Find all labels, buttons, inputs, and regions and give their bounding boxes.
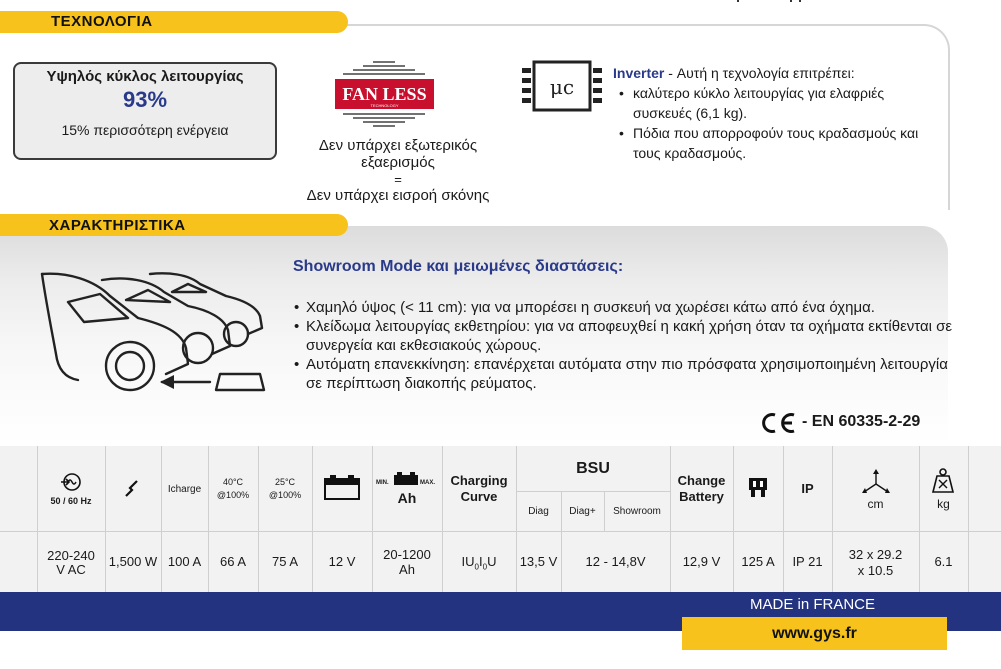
bsu-subheader-divider <box>516 491 670 492</box>
ah-value-1: 20-1200 <box>383 547 431 562</box>
fanless-line1: Δεν υπάρχει εξωτερικός <box>318 137 478 154</box>
charging-curve-header-1: Charging <box>450 473 508 488</box>
fanless-logo-text: FAN LESS <box>342 84 427 104</box>
fanless-equals: = <box>394 172 402 187</box>
icharge-header: Icharge <box>167 484 202 495</box>
made-in-france: MADE in FRANCE <box>750 596 876 613</box>
efficiency-subtitle: 15% περισσότερη ενέργεια <box>61 122 229 138</box>
features-title: ΧΑΡΑΚΤΗΡΙΣΤΙΚΑ <box>49 217 186 234</box>
showroom-bullet-2: • Κλείδωμα λειτουργίας εκθετηρίου: για να αποφευχθεί η κακή χρήση όταν τα οχήματα εκτίθενται σε συνεργεία και εκθεσιακούς χώρους. <box>294 317 954 355</box>
fanless-logo-subtext: TECHNOLOGY <box>370 103 399 108</box>
ah-min-label: MIN. <box>376 480 389 486</box>
col-line <box>919 446 920 592</box>
voltage-value-2: V AC <box>56 562 86 577</box>
technology-title: ΤΕΧΝΟΛΟΓΙΑ <box>51 13 153 30</box>
change-battery-header-1: Change <box>677 473 726 488</box>
battery-voltage-value: 12 V <box>328 554 356 569</box>
battery-icon <box>324 474 360 500</box>
cars-under-illustration <box>38 262 268 412</box>
cm-header: cm <box>867 497 884 511</box>
table-row-divider <box>0 531 1001 532</box>
ce-mark-icon <box>760 412 800 434</box>
freq-header: 50 / 60 Hz <box>50 496 92 506</box>
col-line <box>105 446 106 592</box>
diag-header: Diag <box>528 506 549 517</box>
bsu-range-value: 12 - 14,8V <box>585 554 646 569</box>
change-battery-header-2: Battery <box>679 489 724 504</box>
inverter-intro: - Αυτή η τεχνολογία επιτρέπει: <box>664 65 855 81</box>
dimensions-axes-icon <box>860 468 892 496</box>
curve-i: I <box>478 554 483 569</box>
curve-sub-2: 0 <box>482 562 488 572</box>
power-plug-icon <box>123 478 141 500</box>
col-line <box>733 446 734 592</box>
ip-value: IP 21 <box>792 554 823 569</box>
fuse-value: 125 A <box>741 554 775 569</box>
fanless-line3: Δεν υπάρχει εισροή σκόνης <box>306 187 490 204</box>
col-line <box>208 446 209 592</box>
icharge-value: 100 A <box>167 554 202 569</box>
fanless-logo <box>333 58 436 130</box>
curve-main: IU <box>461 554 475 569</box>
ah-max-label: MAX. <box>420 480 435 486</box>
ce-standard: - EN 60335-2-29 <box>802 413 921 430</box>
col-line <box>670 446 671 592</box>
battery-capacity-icon <box>393 472 419 486</box>
curve-sub-1: 0 <box>474 562 479 572</box>
temp25-header: 25°C <box>274 477 296 487</box>
curve-u: U <box>487 554 497 569</box>
inverter-description <box>613 63 943 163</box>
col-line <box>968 446 969 592</box>
diag-value: 13,5 V <box>519 554 558 569</box>
showroom-bullet-3: • Αυτόματη επανεκκίνηση: επανέρχεται αυτόματα στην πιο πρόσφατα χρησιμοποιημένη λειτουργία σε περίπτωση διακοπής ρεύματος. <box>294 355 954 393</box>
ah-header: Ah <box>397 490 417 506</box>
ah-value-2: Ah <box>399 562 415 577</box>
bsu-header: BSU <box>576 460 610 477</box>
weight-value: 6.1 <box>934 554 953 569</box>
power-value: 1,500 W <box>108 554 158 569</box>
charging-curve-header-2: Curve <box>460 489 498 504</box>
temp40-value: 66 A <box>219 554 247 569</box>
efficiency-box <box>13 62 277 160</box>
col-line <box>258 446 259 592</box>
temp25-duty-header: @100% <box>268 490 302 500</box>
col-line <box>783 446 784 592</box>
temp40-duty-header: @100% <box>216 490 250 500</box>
showroom-bullets <box>294 298 954 393</box>
temp25-value: 75 A <box>271 554 299 569</box>
showroom-bullet-1: • Χαμηλό ύψος (< 11 cm): για να μπορέσει η συσκευή να χωρέσει κάτω από ένα όχημα. <box>294 298 954 317</box>
sine-input-icon <box>61 472 83 492</box>
col-line <box>161 446 162 592</box>
ip-header: IP <box>801 481 814 496</box>
inverter-bullet-2: • Πόδια που απορροφούν τους κραδασμούς και τους κραδασμούς. <box>627 123 943 163</box>
weight-icon <box>931 468 955 494</box>
microcontroller-chip-icon <box>522 60 602 112</box>
col-line <box>312 446 313 592</box>
kg-header: kg <box>937 497 950 511</box>
efficiency-value: 93% <box>122 87 168 112</box>
change-battery-value: 12,9 V <box>682 554 721 569</box>
dimensions-value-2: x 10.5 <box>857 563 894 578</box>
showroom-header: Showroom <box>613 506 661 517</box>
efficiency-title: Υψηλός κύκλος λειτουργίας <box>46 68 244 85</box>
inverter-bullet-1: • καλύτερο κύκλο λειτουργίας για ελαφριές συσκευές (6,1 kg). <box>627 83 943 123</box>
showroom-heading: Showroom Mode και μειωμένες διαστάσεις: <box>293 258 624 275</box>
inverter-title: Inverter <box>613 65 665 81</box>
temp40-header: 40°C <box>222 477 244 487</box>
chip-label: μc <box>549 75 575 99</box>
fanless-line2: εξαερισμός <box>361 154 435 171</box>
charging-curve-value <box>442 554 516 572</box>
diagplus-header: Diag+ <box>569 506 596 517</box>
cut-off-text-fragment <box>735 0 805 4</box>
website-link[interactable]: www.gys.fr <box>682 617 947 650</box>
dimensions-value-1: 32 x 29.2 <box>848 547 903 562</box>
fuse-icon <box>748 477 768 499</box>
voltage-value-1: 220-240 <box>47 548 95 563</box>
